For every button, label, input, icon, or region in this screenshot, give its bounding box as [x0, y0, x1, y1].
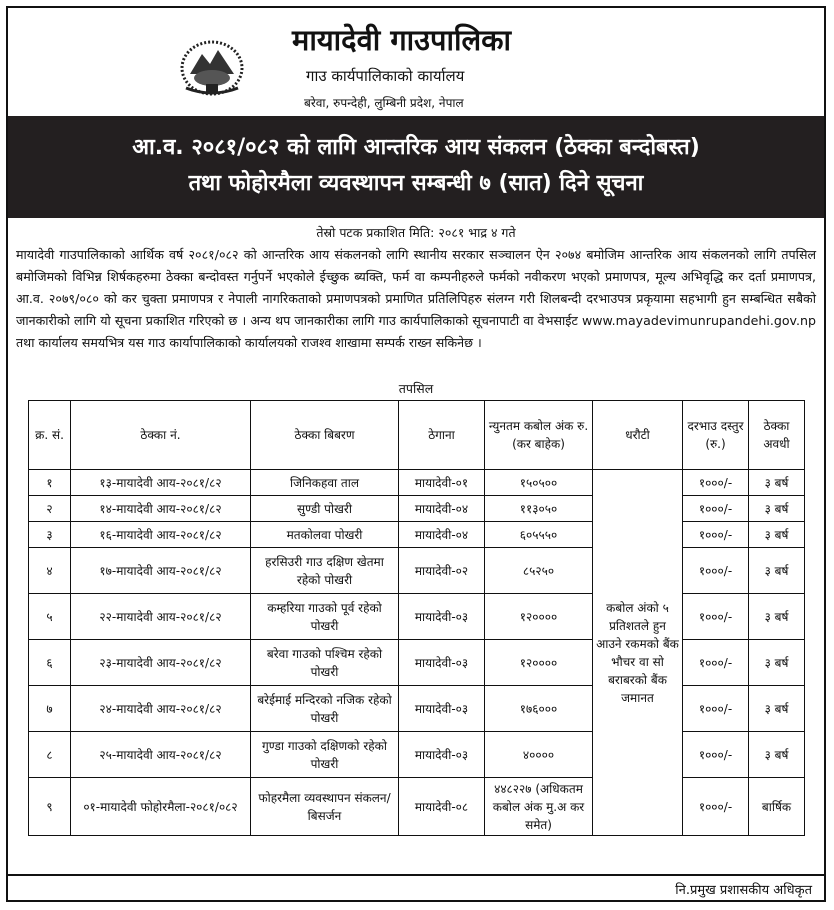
cell-amount: १२०००० — [485, 640, 593, 686]
notice-body: मायादेवी गाउपालिकाको आर्थिक वर्ष २०८१/०८२ को आन्तरिक आय संकलनको लागि स्थानीय सरकार सञ्चालन ऐन २०७४ बमोजिम आन्तरिक आय संकलनको लागि तपसिल बमोजिमको विभिन्न शिर्षकहरुमा ठेक्का बन्दोवस्त गर्नुपर्ने भएकोले ईच्छुक ब्यक्ति, फर्म वा कम्पनीहरुले फर्मको नवीकरण भएको प्रमाणपत्र, मूल्य अभिवृद्धि कर दर्ता प्रमाणपत्र, आ.व. २०७९/०८० को कर चुक्ता प्रमाणपत्र र नेपाली नागरिकताको प्रमाणपत्रको प्रमाणित प्रतिलिपिहरु संलग्न गरी शिलबन्दी दरभाउपत्र प्रकृयामा सहभागी हुन सम्बन्धित सबैको जानकारीको लागि यो सूचना प्रकाशित गरिएको छ । अन्य थप जानकारीका लागि गाउ कार्यपालिकाको सूचनापाटी वा वेभसाईट www.mayadevimunrupandehi.gov.np तथा कार्यालय समयभित्र यस गाउ कार्यापालिकाको कार्यालयको राजश्व शाखामा सम्पर्क राख्न सकिनेछ । — [16, 247, 816, 350]
cell-sn: ६ — [29, 640, 71, 686]
org-address: बरेवा, रुपन्देही, लुम्बिनी प्रदेश, नेपाल — [304, 96, 464, 110]
cell-no: ०१-मायादेवी फोहोरमैला-२०८१/०८२ — [71, 778, 251, 836]
notice-page — [6, 6, 826, 902]
cell-desc: जिनिकहवा ताल — [251, 470, 399, 496]
header-cell: ठेक्का बिबरण — [251, 401, 399, 470]
cell-amount: १५०५०० — [485, 470, 593, 496]
publish-date: तेस्रो पटक प्रकाशित मिति: २०८१ भाद्र ४ गते — [316, 225, 516, 240]
cell-addr: मायादेवी-०१ — [399, 470, 485, 496]
footer-divider — [8, 874, 824, 876]
cell-no: १४-मायादेवी आय-२०८१/८२ — [71, 496, 251, 522]
cell-desc: बरेवा गाउको पश्चिम रहेको पोखरी — [251, 640, 399, 686]
header-cell: न्युनतम कबोल अंक रु. (कर बाहेक) — [485, 401, 593, 470]
cell-amount: ६०५५५० — [485, 522, 593, 548]
header-cell: ठेक्का नं. — [71, 401, 251, 470]
signoff: नि.प्रमुख प्रशासकीय अधिकृत — [675, 883, 812, 898]
table-row — [29, 732, 805, 778]
cell-addr: मायादेवी-०२ — [399, 548, 485, 594]
header — [8, 8, 824, 116]
cell-sn: ९ — [29, 778, 71, 836]
cell-fee: १०००/- — [683, 732, 749, 778]
cell-addr: मायादेवी-०४ — [399, 522, 485, 548]
cell-sn: ७ — [29, 686, 71, 732]
cell-amount: ८५२५० — [485, 548, 593, 594]
cell-sn: २ — [29, 496, 71, 522]
cell-period: ३ बर्ष — [749, 732, 805, 778]
cell-period: ३ बर्ष — [749, 548, 805, 594]
table-row — [29, 640, 805, 686]
header-cell: धरौटी — [593, 401, 683, 470]
cell-desc: बरेईमाई मन्दिरको नजिक रहेको पोखरी — [251, 686, 399, 732]
cell-fee: १०००/- — [683, 686, 749, 732]
cell-period: ३ बर्ष — [749, 522, 805, 548]
nepal-emblem-icon — [176, 34, 248, 98]
cell-desc: हरसिउरी गाउ दक्षिण खेतमा रहेको पोखरी — [251, 548, 399, 594]
org-title: मायादेवी गाउपालिका — [292, 23, 511, 57]
cell-sn: ३ — [29, 522, 71, 548]
cell-fee: १०००/- — [683, 470, 749, 496]
cell-addr: मायादेवी-०३ — [399, 686, 485, 732]
cell-period: ३ बर्ष — [749, 594, 805, 640]
tender-table-wrapper — [28, 400, 804, 836]
banner-line-2: तथा फोहोरमैला व्यवस्थापन सम्बन्धी ७ (सात) दिने सूचना — [188, 171, 644, 196]
table-row — [29, 778, 805, 836]
cell-desc: कम्हरिया गाउको पूर्व रहेको पोखरी — [251, 594, 399, 640]
cell-amount: ४०००० — [485, 732, 593, 778]
tender-table — [28, 400, 805, 836]
cell-period: ३ बर्ष — [749, 470, 805, 496]
cell-fee: १०००/- — [683, 594, 749, 640]
table-row — [29, 470, 805, 496]
cell-addr: मायादेवी-०४ — [399, 496, 485, 522]
cell-sn: ४ — [29, 548, 71, 594]
cell-no: २३-मायादेवी आय-२०८१/८२ — [71, 640, 251, 686]
cell-desc: फोहरमैला व्यवस्थापन संकलन/बिसर्जन — [251, 778, 399, 836]
table-row — [29, 548, 805, 594]
table-row — [29, 686, 805, 732]
table-row — [29, 496, 805, 522]
cell-fee: १०००/- — [683, 522, 749, 548]
cell-amount: १२०००० — [485, 594, 593, 640]
table-header-row — [29, 401, 805, 470]
cell-period: बार्षिक — [749, 778, 805, 836]
cell-addr: मायादेवी-०३ — [399, 594, 485, 640]
header-cell: दरभाउ दस्तुर (रु.) — [683, 401, 749, 470]
cell-fee: १०००/- — [683, 778, 749, 836]
cell-period: ३ बर्ष — [749, 496, 805, 522]
cell-fee: १०००/- — [683, 548, 749, 594]
cell-period: ३ बर्ष — [749, 686, 805, 732]
org-subtitle: गाउ कार्यपालिकाको कार्यालय — [306, 67, 465, 85]
header-cell: क्र. सं. — [29, 401, 71, 470]
cell-fee: १०००/- — [683, 640, 749, 686]
cell-amount: १७६००० — [485, 686, 593, 732]
table-row — [29, 594, 805, 640]
cell-fee: १०००/- — [683, 496, 749, 522]
header-cell: ठेक्का अवधी — [749, 401, 805, 470]
cell-desc: मतकोलवा पोखरी — [251, 522, 399, 548]
cell-no: २४-मायादेवी आय-२०८१/८२ — [71, 686, 251, 732]
notice-banner — [8, 116, 824, 218]
cell-no: २५-मायादेवी आय-२०८१/८२ — [71, 732, 251, 778]
table-caption: तपसिल — [398, 381, 434, 396]
table-row — [29, 522, 805, 548]
cell-amount: ४४८२२७ (अधिकतम कबोल अंक मु.अ कर समेत) — [485, 778, 593, 836]
cell-sn: ५ — [29, 594, 71, 640]
cell-no: २२-मायादेवी आय-२०८१/८२ — [71, 594, 251, 640]
cell-addr: मायादेवी-०८ — [399, 778, 485, 836]
cell-no: १३-मायादेवी आय-२०८१/८२ — [71, 470, 251, 496]
table-body — [29, 470, 805, 836]
banner-line-1: आ.व. २०८१/०८२ को लागि आन्तरिक आय संकलन (ठेक्का बन्दोबस्त) — [132, 135, 700, 160]
cell-amount: ११३०५० — [485, 496, 593, 522]
cell-desc: सुण्डी पोखरी — [251, 496, 399, 522]
cell-desc: गुण्डा गाउको दक्षिणको रहेको पोखरी — [251, 732, 399, 778]
cell-sn: ८ — [29, 732, 71, 778]
cell-period: ३ बर्ष — [749, 640, 805, 686]
header-cell: ठेगाना — [399, 401, 485, 470]
cell-no: १६-मायादेवी आय-२०८१/८२ — [71, 522, 251, 548]
cell-addr: मायादेवी-०३ — [399, 732, 485, 778]
cell-no: १७-मायादेवी आय-२०८१/८२ — [71, 548, 251, 594]
cell-addr: मायादेवी-०३ — [399, 640, 485, 686]
cell-sn: १ — [29, 470, 71, 496]
deposit-note: कबोल अंको ५ प्रतिशतले हुन आउने रकमको बैंक भौचर वा सो बराबरको बैंक जमानत — [593, 470, 683, 836]
